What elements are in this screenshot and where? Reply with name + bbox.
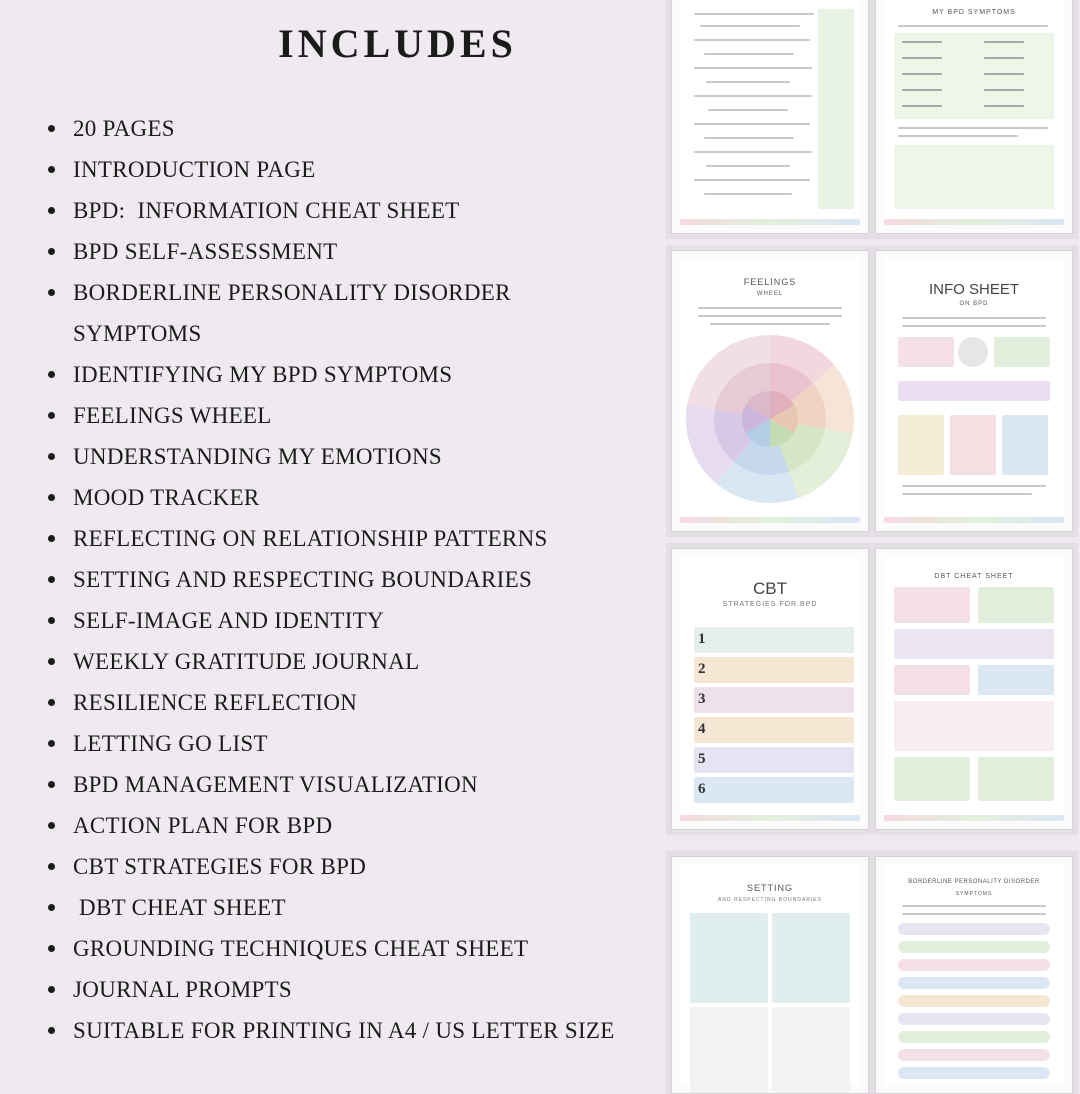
list-item: DBT CHEAT SHEET [48,887,668,928]
list-item: 20 PAGES [48,108,668,149]
bullet-icon [48,494,55,501]
bullet-icon [48,986,55,993]
list-item: BPD: INFORMATION CHEAT SHEET [48,190,668,231]
bullet-icon [48,863,55,870]
list-item: REFLECTING ON RELATIONSHIP PATTERNS [48,518,668,559]
list-item: WEEKLY GRATITUDE JOURNAL [48,641,668,682]
page-preview-cbt: CBT STRATEGIES FOR BPD 1 2 3 4 5 6 [671,548,869,830]
bullet-icon [48,658,55,665]
bullet-icon [48,822,55,829]
list-item: RESILIENCE REFLECTION [48,682,668,723]
list-item: BPD SELF-ASSESSMENT [48,231,668,272]
page-preview-dbt: DBT CHEAT SHEET [875,548,1073,830]
bullet-icon [48,207,55,214]
step-number: 6 [698,781,706,797]
bullet-icon [48,781,55,788]
page-preview-boundaries: SETTING AND RESPECTING BOUNDARIES [671,856,869,1094]
list-item: LETTING GO LIST [48,723,668,764]
bullet-icon [48,740,55,747]
list-item: IDENTIFYING MY BPD SYMPTOMS [48,354,668,395]
list-item: BPD MANAGEMENT VISUALIZATION [48,764,668,805]
list-item: INTRODUCTION PAGE [48,149,668,190]
page-preview-my-symptoms: MY BPD SYMPTOMS [875,0,1073,234]
list-item: JOURNAL PROMPTS [48,969,668,1010]
page-title: INCLUDES [278,21,517,66]
page-preview-info-sheet: INFO SHEET ON BPD [875,250,1073,532]
list-item: UNDERSTANDING MY EMOTIONS [48,436,668,477]
bullet-icon [48,453,55,460]
bullet-icon [48,289,55,296]
page-preview-feelings-wheel: FEELINGS WHEEL [671,250,869,532]
bullet-icon [48,371,55,378]
list-item: SUITABLE FOR PRINTING IN A4 / US LETTER SIZE [48,1010,668,1051]
list-item: GROUNDING TECHNIQUES CHEAT SHEET [48,928,668,969]
bullet-icon [48,125,55,132]
bullet-icon [48,1027,55,1034]
step-number: 2 [698,661,706,677]
bullet-icon [48,535,55,542]
list-item: SETTING AND RESPECTING BOUNDARIES [48,559,668,600]
list-item: CBT STRATEGIES FOR BPD [48,846,668,887]
bullet-icon [48,248,55,255]
bullet-icon [48,166,55,173]
list-item: SELF-IMAGE AND IDENTITY [48,600,668,641]
step-number: 4 [698,721,706,737]
bullet-icon [48,904,55,911]
list-item: BORDERLINE PERSONALITY DISORDER SYMPTOMS [48,272,573,354]
bullet-icon [48,699,55,706]
includes-list [48,108,668,1051]
step-number: 3 [698,691,706,707]
bullet-icon [48,412,55,419]
step-number: 5 [698,751,706,767]
step-number: 1 [698,631,706,647]
list-item: MOOD TRACKER [48,477,668,518]
page-preview-assessment [671,0,869,234]
page-preview-bpd-symptoms: BORDERLINE PERSONALITY DISORDER SYMPTOMS [875,856,1073,1094]
list-item: FEELINGS WHEEL [48,395,668,436]
bullet-icon [48,617,55,624]
bullet-icon [48,576,55,583]
list-item: ACTION PLAN FOR BPD [48,805,668,846]
bullet-icon [48,945,55,952]
